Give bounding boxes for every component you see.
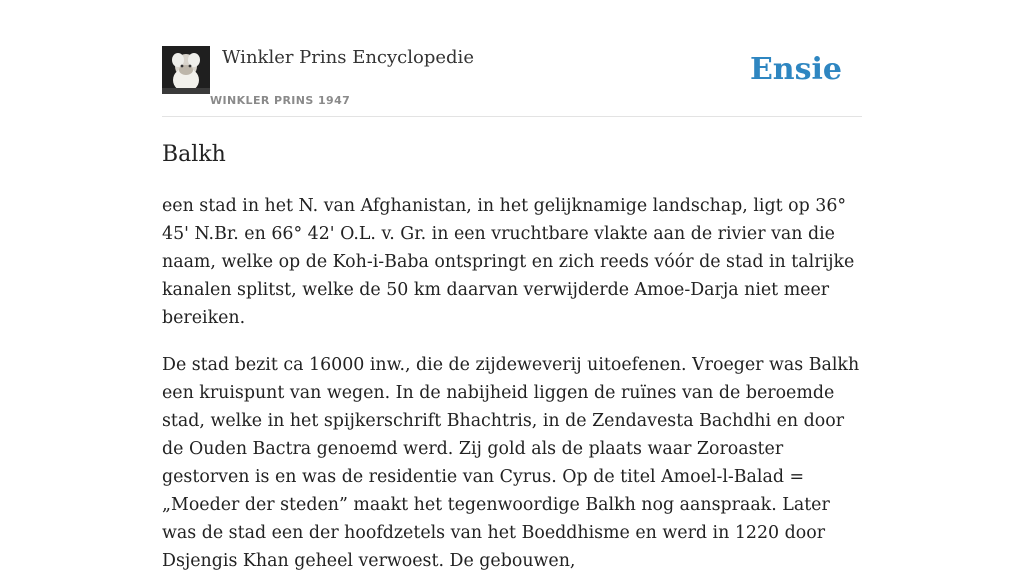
publication-title[interactable]: Winkler Prins Encyclopedie xyxy=(222,47,474,68)
article xyxy=(162,140,862,575)
publication-subtitle[interactable]: WINKLER PRINS 1947 xyxy=(210,94,351,107)
article-paragraph: een stad in het N. van Afghanistan, in het gelijknamige landschap, ligt op 36° 45' N.Br. en 66° 42' O.L. v. Gr. in een vruchtbare vlakte aan de rivier van die naam, welke op de Koh-i-Baba ontspringt en zich reeds vóór de stad in talrijke kanalen splitst, welke de 50 km daarvan verwijderde Amoe-Darja niet meer bereiken. xyxy=(162,196,855,328)
portrait-image xyxy=(162,46,210,94)
article-title: Balkh xyxy=(162,142,226,167)
brand-logo[interactable]: Ensie xyxy=(749,52,842,87)
avatar[interactable] xyxy=(162,46,210,94)
article-paragraph: De stad bezit ca 16000 inw., die de zijdeweverij uitoefenen. Vroeger was Balkh een kruispunt van wegen. In de nabijheid liggen de ruïnes van de beroemde stad, welke in het spijkerschrift Bhachtris, in de Zendavesta Bachdhi en door de Ouden Bactra genoemd werd. Zij gold als de plaats waar Zoroaster gestorven is en was de residentie van Cyrus. Op de titel Amoel-l-Balad = „Moeder der steden” maakt het tegenwoordige Balkh nog aanspraak. Later was de stad een der hoofdzetels van het Boeddhisme en werd in 1220 door Dsjengis Khan geheel verwoest. De gebouwen, xyxy=(162,355,860,571)
header xyxy=(162,46,862,117)
